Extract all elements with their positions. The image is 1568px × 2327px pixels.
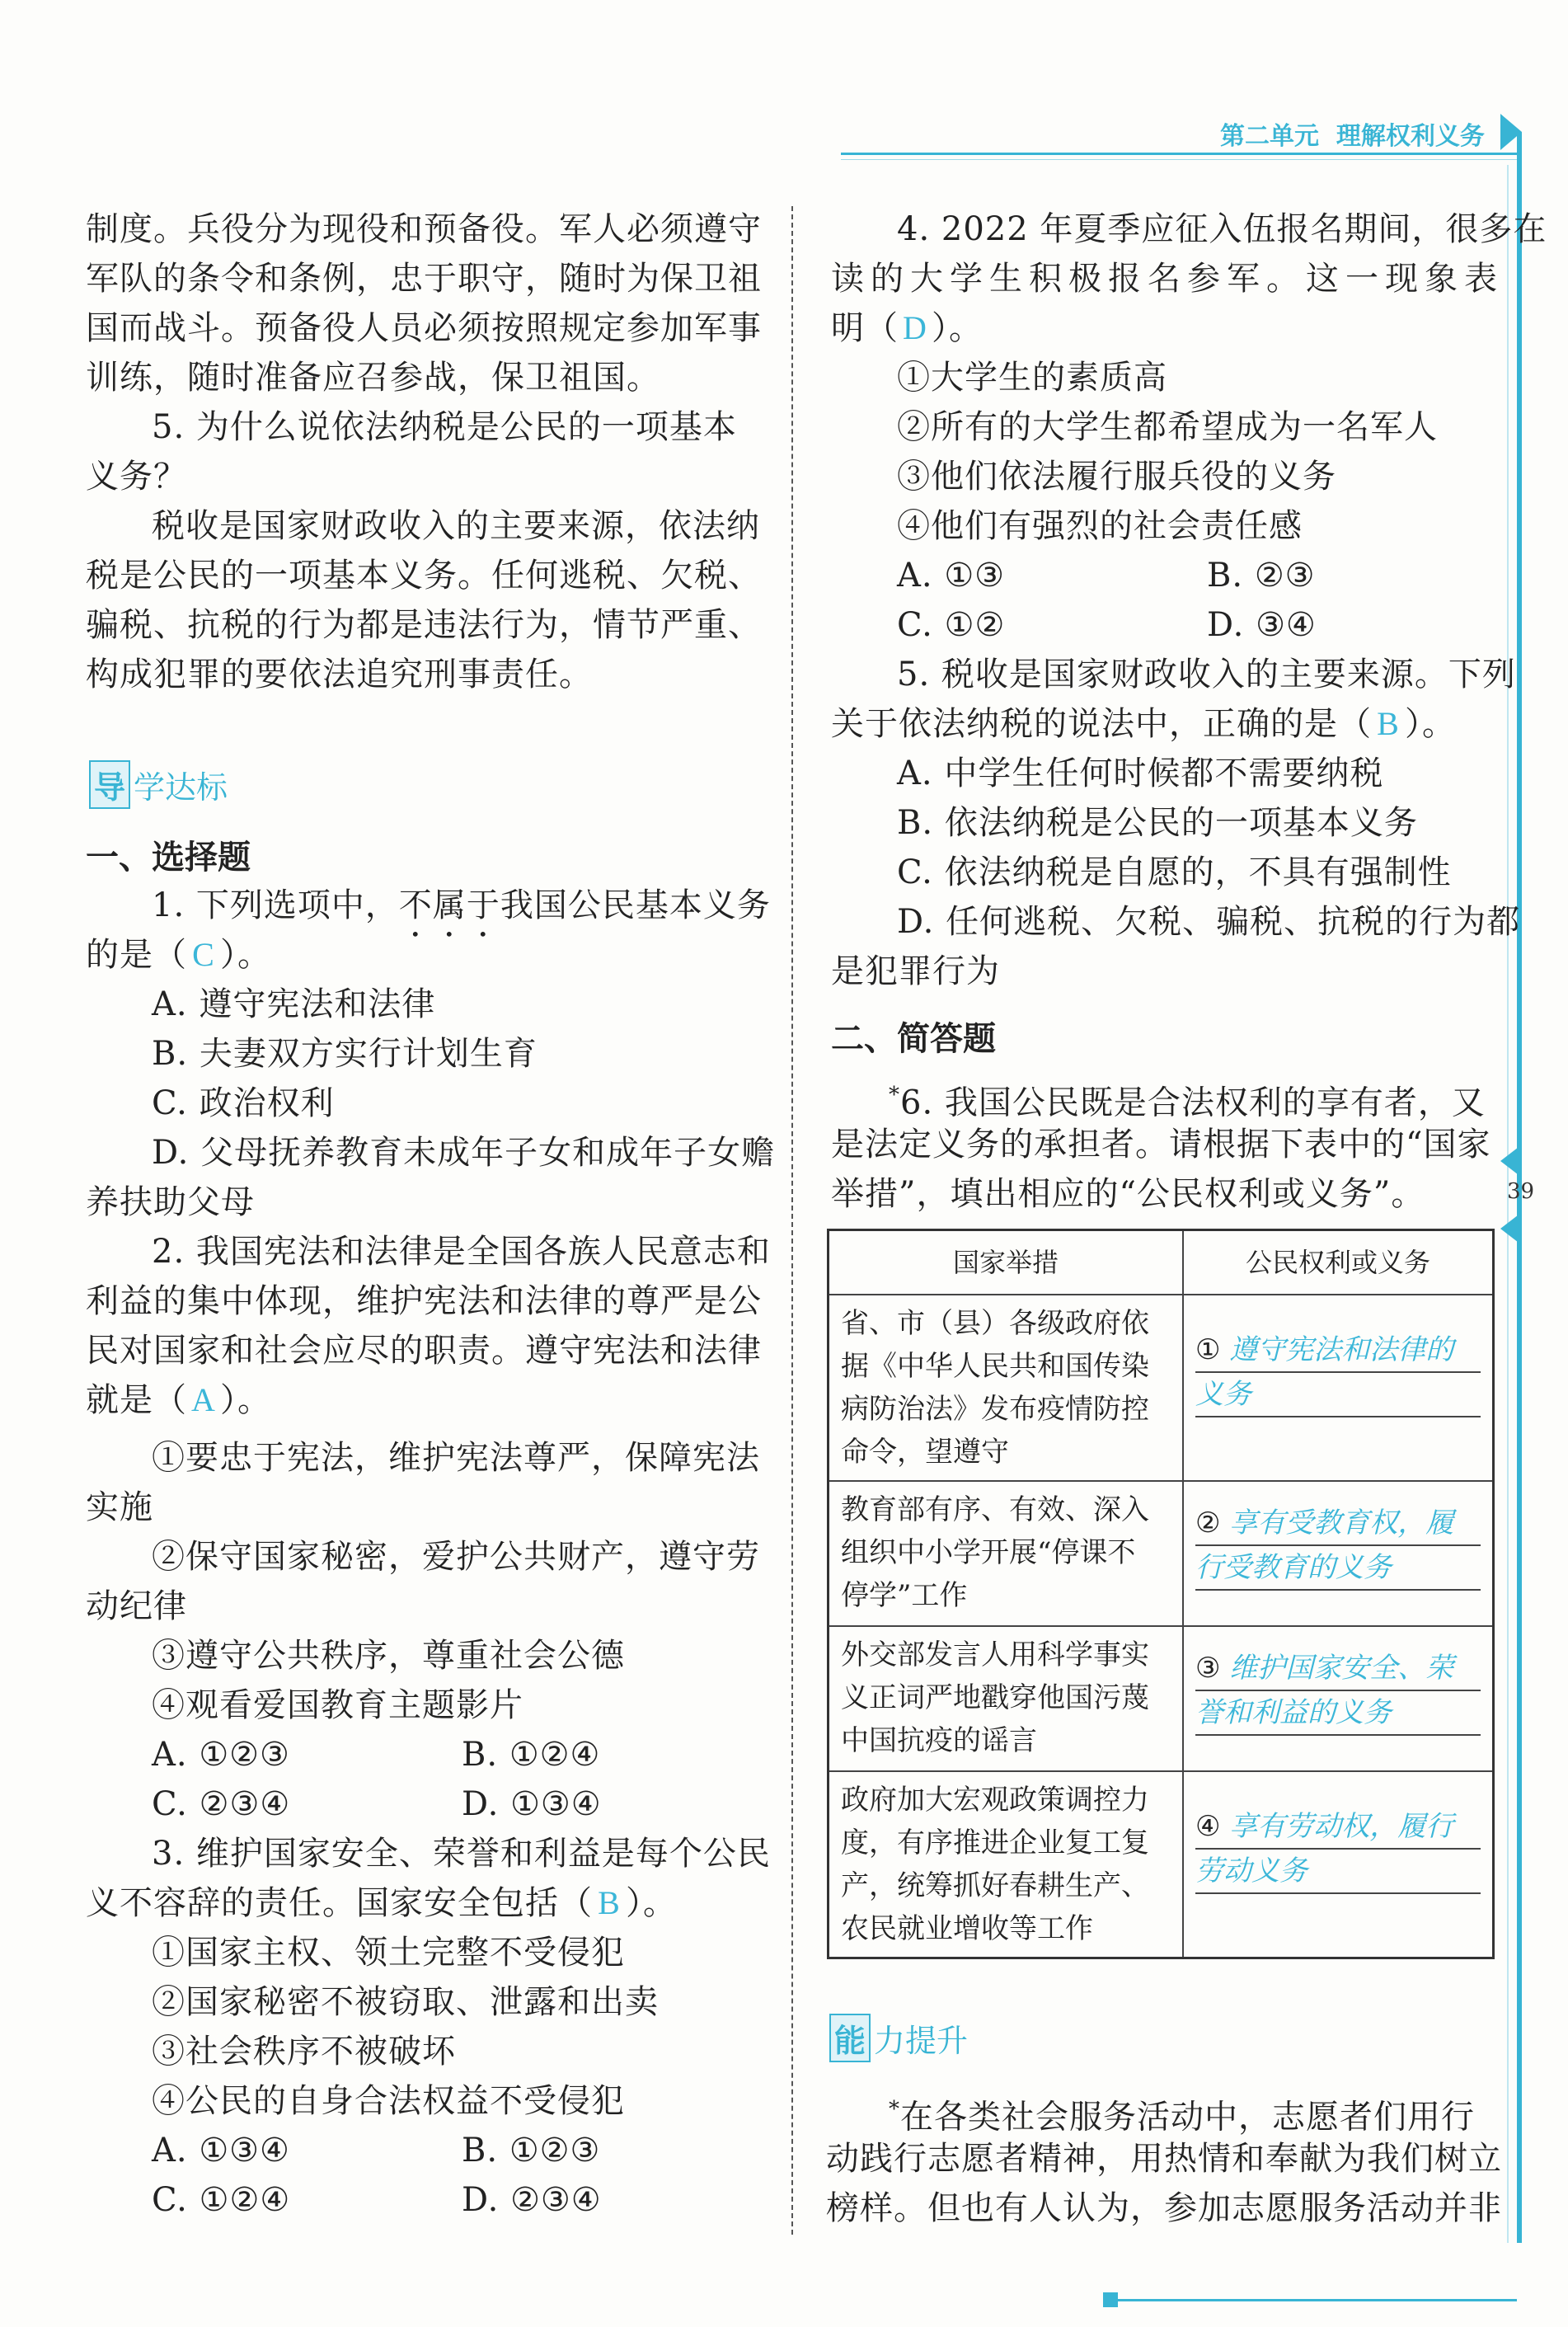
table-row bbox=[829, 1626, 1494, 1771]
q1-line2-suffix: ）。 bbox=[220, 936, 271, 974]
q2-item-1-cont: 实施 bbox=[86, 1488, 153, 1526]
q5r-option-c: C. 依法纳税是自愿的，不具有强制性 bbox=[897, 853, 1452, 891]
table-cell-answer bbox=[1183, 1626, 1494, 1771]
table-row bbox=[829, 1481, 1494, 1626]
q4-item-2: ②所有的大学生都希望成为一名军人 bbox=[897, 408, 1438, 446]
column-divider bbox=[791, 206, 793, 2235]
q5r-line2-prefix: 关于依法纳税的说法中，正确的是（ bbox=[831, 705, 1372, 743]
table-row bbox=[829, 1771, 1494, 1958]
q4-item-1: ①大学生的素质高 bbox=[897, 359, 1167, 397]
q5r-answer: B bbox=[1377, 705, 1400, 742]
intro-line-1: 制度。兵役分为现役和预备役。军人必须遵守 bbox=[86, 210, 762, 248]
short-answer-heading: 二、简答题 bbox=[831, 1020, 996, 1058]
answer-fill: 誉和利益的义务 bbox=[1195, 1696, 1392, 1729]
header-topic: 理解权利义务 bbox=[1336, 122, 1485, 151]
q5r-line-2 bbox=[831, 699, 1456, 749]
q2-option-c: C. ②③④ bbox=[152, 1785, 291, 1823]
measure-line: 命令，望遵守 bbox=[841, 1436, 1009, 1469]
q4-option-b: B. ②③ bbox=[1207, 557, 1316, 595]
q5r-option-a: A. 中学生任何时候都不需要纳税 bbox=[897, 755, 1384, 792]
q4-answer: D bbox=[903, 309, 927, 346]
answer-fill: 享有劳动权，履行 bbox=[1229, 1810, 1454, 1843]
page-number: 39 bbox=[1507, 1179, 1535, 1204]
q2-option-a: A. ①②③ bbox=[152, 1736, 290, 1774]
q6-line-1 bbox=[889, 1070, 1486, 1127]
measure-line: 病防治法》发布疫情防控 bbox=[841, 1393, 1149, 1426]
q4-line3-prefix: 明（ bbox=[831, 309, 899, 347]
final-star: * bbox=[889, 2097, 900, 2122]
section-ability-box: 能 bbox=[829, 2014, 871, 2062]
q6-line-1-text: 6. 我国公民既是合法权利的享有者，又 bbox=[900, 1084, 1486, 1122]
q2-line-1: 2. 我国宪法和法律是全国各族人民意志和 bbox=[152, 1233, 771, 1271]
q2-option-b: B. ①②④ bbox=[462, 1736, 601, 1774]
q2-answer: A bbox=[191, 1381, 216, 1418]
answer-number: ① bbox=[1195, 1333, 1221, 1366]
section-guide-heading bbox=[89, 760, 228, 809]
a5-line-4: 构成犯罪的要依法追究刑事责任。 bbox=[86, 656, 593, 693]
q3-item-4: ④公民的自身合法权益不受侵犯 bbox=[152, 2082, 625, 2120]
table-cell-measure bbox=[829, 1771, 1184, 1958]
q2-line-3: 民对国家和社会应尽的职责。遵守宪法和法律 bbox=[86, 1332, 762, 1370]
q4-option-d: D. ③④ bbox=[1207, 606, 1317, 644]
q2-item-3: ③遵守公共秩序，尊重社会公德 bbox=[152, 1637, 625, 1675]
final-line-1 bbox=[889, 2085, 1475, 2141]
q6-line-2: 是法定义务的承担者。请根据下表中的“国家 bbox=[831, 1126, 1491, 1164]
q1-option-c: C. 政治权利 bbox=[152, 1084, 335, 1122]
q5-line-2: 义务？ bbox=[86, 458, 187, 496]
table-header-row bbox=[829, 1230, 1494, 1295]
header-title bbox=[1220, 115, 1485, 152]
measure-line: 据《中华人民共和国传染 bbox=[841, 1350, 1149, 1383]
q4-line3-suffix: ）。 bbox=[932, 309, 983, 347]
answer-fill: 遵守宪法和法律的 bbox=[1229, 1333, 1454, 1366]
q1-prefix: 1. 下列选项中， bbox=[152, 886, 399, 924]
table-row bbox=[829, 1295, 1494, 1481]
measure-line: 义正词严地戳穿他国污蔑 bbox=[841, 1681, 1149, 1714]
q4-line-3 bbox=[831, 303, 983, 353]
a5-line-2: 税是公民的一项基本义务。任何逃税、欠税、 bbox=[86, 557, 762, 595]
q1-emphasis: 不属于 bbox=[398, 886, 500, 924]
answer-fill: 享有受教育权，履 bbox=[1229, 1507, 1454, 1540]
q2-option-d: D. ①③④ bbox=[462, 1785, 602, 1823]
q2-item-2: ②保守国家秘密，爱护公共财产，遵守劳 bbox=[152, 1538, 760, 1576]
q3-option-c: C. ①②④ bbox=[152, 2181, 291, 2219]
table-cell-measure bbox=[829, 1481, 1184, 1626]
measure-line: 产，统筹抓好春耕生产、 bbox=[841, 1869, 1149, 1902]
measure-line: 度，有序推进企业复工复 bbox=[841, 1826, 1149, 1859]
q3-option-a: A. ①③④ bbox=[152, 2132, 290, 2170]
header-rule bbox=[841, 153, 1517, 155]
measure-line: 停学”工作 bbox=[841, 1579, 968, 1612]
bottom-rule bbox=[1105, 2299, 1517, 2301]
q1-option-b: B. 夫妻双方实行计划生育 bbox=[152, 1035, 538, 1073]
measure-line: 组织中小学开展“停课不 bbox=[841, 1536, 1136, 1569]
header-unit: 第二单元 bbox=[1220, 122, 1319, 151]
q2-line-2: 利益的集中体现，维护宪法和法律的尊严是公 bbox=[86, 1282, 762, 1320]
q1-line2-prefix: 的是（ bbox=[86, 936, 187, 974]
page-tab-icon bbox=[1500, 1145, 1522, 1178]
intro-line-4: 训练，随时准备应召参战，保卫祖国。 bbox=[86, 359, 660, 397]
bottom-square-icon bbox=[1103, 2292, 1118, 2307]
q1-option-d: D. 父母抚养教育未成年子女和成年子女赡 bbox=[152, 1134, 776, 1172]
table-header-rights: 公民权利或义务 bbox=[1183, 1230, 1494, 1295]
q3-item-1: ①国家主权、领土完整不受侵犯 bbox=[152, 1934, 625, 1972]
q4-option-a: A. ①③ bbox=[897, 557, 1006, 595]
q2-line4-prefix: 就是（ bbox=[86, 1381, 187, 1419]
table-cell-measure bbox=[829, 1626, 1184, 1771]
q3-line2-suffix: ）。 bbox=[626, 1884, 677, 1922]
measure-line: 政府加大宏观政策调控力 bbox=[841, 1784, 1149, 1817]
q1-suffix: 我国公民基本义务 bbox=[500, 886, 771, 924]
answer-number: ④ bbox=[1195, 1810, 1221, 1843]
q5-line-1: 5. 为什么说依法纳税是公民的一项基本 bbox=[152, 408, 737, 446]
q2-item-1: ①要忠于宪法，维护宪法尊严，保障宪法 bbox=[152, 1439, 760, 1477]
choice-heading: 一、选择题 bbox=[86, 839, 251, 877]
section-ability-label: 力提升 bbox=[874, 2023, 969, 2059]
q3-item-2: ②国家秘密不被窃取、泄露和出卖 bbox=[152, 1983, 659, 2021]
final-line-1-text: 在各类社会服务活动中，志愿者们用行 bbox=[900, 2098, 1475, 2137]
q2-item-4: ④观看爱国教育主题影片 bbox=[152, 1686, 523, 1724]
final-line-2: 动践行志愿者精神，用热情和奉献为我们树立 bbox=[826, 2140, 1502, 2178]
q3-line-1: 3. 维护国家安全、荣誉和利益是每个公民 bbox=[152, 1835, 771, 1873]
measure-line: 农民就业增收等工作 bbox=[841, 1912, 1093, 1945]
q5r-line-1: 5. 税收是国家财政收入的主要来源。下列 bbox=[897, 656, 1516, 693]
q6-star: * bbox=[889, 1083, 900, 1107]
q2-line-4 bbox=[86, 1375, 271, 1425]
q3-line2-prefix: 义不容辞的责任。国家安全包括（ bbox=[86, 1884, 593, 1922]
answer-fill: 行受教育的义务 bbox=[1195, 1551, 1392, 1584]
q5r-option-b: B. 依法纳税是公民的一项基本义务 bbox=[897, 804, 1418, 842]
q1-line-2 bbox=[86, 930, 271, 980]
q5r-option-d: D. 任何逃税、欠税、骗税、抗税的行为都 bbox=[897, 903, 1521, 941]
table-header-measure: 国家举措 bbox=[829, 1230, 1184, 1295]
q6-line-3: 举措”，填出相应的“公民权利或义务”。 bbox=[831, 1175, 1425, 1213]
answer-number: ② bbox=[1195, 1507, 1221, 1540]
q5r-line2-suffix: ）。 bbox=[1405, 705, 1456, 743]
right-edge-bar-inner bbox=[1507, 165, 1509, 2243]
answer-number: ③ bbox=[1195, 1652, 1221, 1685]
page-tab-icon-lower bbox=[1500, 1212, 1522, 1245]
header-rule-thin bbox=[841, 159, 1517, 160]
answer-fill: 维护国家安全、荣 bbox=[1229, 1652, 1454, 1685]
final-line-3: 榜样。但也有人认为，参加志愿服务活动并非 bbox=[826, 2189, 1502, 2227]
q3-option-d: D. ②③④ bbox=[462, 2181, 602, 2219]
section-guide-label: 学达标 bbox=[134, 769, 228, 806]
q2-item-2-cont: 动纪律 bbox=[86, 1587, 187, 1625]
table-cell-answer bbox=[1183, 1481, 1494, 1626]
measure-line: 中国抗疫的谣言 bbox=[841, 1724, 1037, 1757]
q4-line-1: 4. 2022 年夏季应征入伍报名期间，很多在 bbox=[897, 210, 1547, 248]
measures-table bbox=[827, 1229, 1495, 1959]
q1-option-d-cont: 养扶助父母 bbox=[86, 1183, 255, 1221]
q4-line-2: 读的大学生积极报名参军。这一现象表 bbox=[831, 260, 1504, 298]
a5-line-3: 骗税、抗税的行为都是违法行为，情节严重、 bbox=[86, 606, 762, 644]
table-cell-measure bbox=[829, 1295, 1184, 1481]
q2-line4-suffix: ）。 bbox=[220, 1381, 271, 1419]
q5r-option-d-cont: 是犯罪行为 bbox=[831, 952, 1000, 990]
intro-line-3: 国而战斗。预备役人员必须按照规定参加军事 bbox=[86, 309, 762, 347]
measure-line: 教育部有序、有效、深入 bbox=[841, 1493, 1149, 1526]
q3-option-b: B. ①②③ bbox=[462, 2132, 601, 2170]
q3-item-3: ③社会秩序不被破坏 bbox=[152, 2033, 456, 2071]
q3-line-2 bbox=[86, 1878, 677, 1928]
table-cell-answer bbox=[1183, 1771, 1494, 1958]
section-guide-box: 导 bbox=[89, 760, 130, 809]
table-cell-answer bbox=[1183, 1295, 1494, 1481]
intro-line-2: 军队的条令和条例，忠于职守，随时为保卫祖 bbox=[86, 260, 762, 298]
a5-line-1: 税收是国家财政收入的主要来源，依法纳 bbox=[152, 507, 760, 545]
q3-answer: B bbox=[598, 1884, 621, 1921]
measure-line: 省、市（县）各级政府依 bbox=[841, 1307, 1149, 1340]
q4-option-c: C. ①② bbox=[897, 606, 1006, 644]
q1-option-a: A. 遵守宪法和法律 bbox=[152, 985, 436, 1023]
answer-fill: 劳动义务 bbox=[1195, 1855, 1307, 1887]
q1-answer: C bbox=[192, 936, 215, 973]
measure-line: 外交部发言人用科学事实 bbox=[841, 1638, 1149, 1671]
q4-item-3: ③他们依法履行服兵役的义务 bbox=[897, 458, 1336, 496]
section-ability-heading bbox=[829, 2014, 968, 2062]
answer-fill: 义务 bbox=[1195, 1378, 1251, 1411]
q4-item-4: ④他们有强烈的社会责任感 bbox=[897, 507, 1303, 545]
